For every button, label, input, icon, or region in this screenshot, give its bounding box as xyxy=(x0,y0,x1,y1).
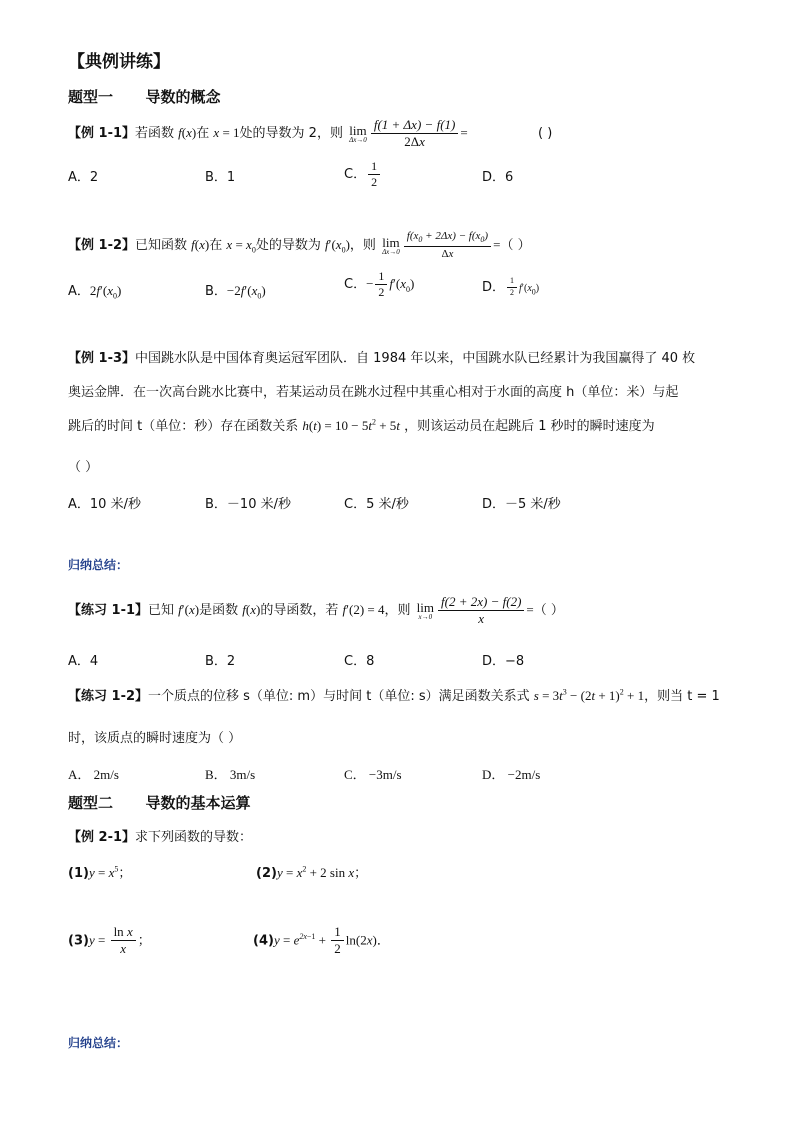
practice-1-2-text-b: ，则当 t = 1 xyxy=(644,689,720,704)
section-2-title: 导数的基本运算 xyxy=(145,794,251,812)
example-1-1-question: 【例 1-1】若函数 f(x)在 x = 1处的导数为 2，则 lim Δx→0 $\frac{f(1 + \Delta x) - f(1)}{2\Delta x}$ = xyxy=(68,116,468,149)
example-1-3-option-b: B．－10 米/秒 xyxy=(205,497,291,512)
example-1-2-option-c-label: C． xyxy=(344,277,367,293)
example-1-2-text-d: ，则 xyxy=(349,238,376,253)
example-1-3-option-c: C．5 米/秒 xyxy=(344,497,409,512)
example-2-1-text: 求下列函数的导数： xyxy=(135,830,253,845)
example-1-2-answer-blank: （ ） xyxy=(500,238,531,253)
example-1-3-text-3a: 跳后的时间 t（单位：秒）存在函数关系 xyxy=(68,419,299,434)
example-1-1-answer-blank: ( ) xyxy=(538,126,553,141)
example-2-1-item-2: $(2)y = x^2 + 2$ sin x； xyxy=(256,864,368,881)
example-1-2-text-b: 在 xyxy=(209,238,223,253)
example-2-1-label: 【例 2-1】 xyxy=(68,830,136,845)
example-1-1-text-c: 处的导数为 2，则 xyxy=(239,126,343,141)
example-1-2-limit: lim Δx→0 xyxy=(382,234,400,256)
practice-1-1-text-b: 是函数 xyxy=(199,603,239,618)
page-title: 【典例讲练】 xyxy=(68,52,170,72)
example-1-2-option-a: A．$2f'(x_0)$ xyxy=(68,283,122,301)
example-1-2-option-b: B．$-2f'(x_0)$ xyxy=(205,283,266,301)
practice-1-1-option-c: C．8 xyxy=(344,654,375,669)
section-2-number: 题型二 xyxy=(68,794,114,812)
example-1-3-line-2: 奥运金牌．在一次高台跳水比赛中，若某运动员在跳水过程中其重心相对于水面的高度 h（单位：米）与起 xyxy=(68,385,679,400)
practice-1-2-label: 【练习 1-2】 xyxy=(68,689,149,704)
practice-1-1-text-d: ，则 xyxy=(384,603,411,618)
practice-1-1-answer-blank: （ ） xyxy=(533,603,564,618)
example-1-3-option-a: A．10 米/秒 xyxy=(68,497,141,512)
practice-1-1-option-d: D．−8 xyxy=(482,654,525,669)
example-1-1-limit: lim Δx→0 xyxy=(349,122,367,144)
practice-1-1-fraction: $\frac{f(2 + 2x) - f(2)}{x}$ xyxy=(438,595,524,627)
section-2-heading xyxy=(68,792,251,813)
example-1-2-label: 【例 1-2】 xyxy=(68,238,136,253)
practice-1-1-text-c: 的导函数，若 xyxy=(260,603,339,618)
example-1-2-option-a-label: A． xyxy=(68,284,90,299)
practice-1-1-option-a: A．4 xyxy=(68,654,99,669)
practice-1-1-question: 【练习 1-1】已知 f′(x)是函数 f(x)的导函数，若 f′(2) = 4，则 lim x→0 $\frac{f(2 + 2x) - f(2)}{x}$ =（ ） xyxy=(68,593,564,626)
example-1-1-option-a: A．2 xyxy=(68,170,99,185)
section-1-heading xyxy=(68,86,221,107)
example-1-3-text-1: 中国跳水队是中国体育奥运冠军团队．自 1984 年以来，中国跳水队已经累计为我国赢得了 40 枚 xyxy=(135,351,696,366)
section-1-title: 导数的概念 xyxy=(145,88,221,106)
example-2-1-item-1: $(1)y = x^5$； xyxy=(68,864,132,881)
practice-1-2-text-a: 一个质点的位移 s（单位: m）与时间 t（单位: s）满足函数关系式 xyxy=(148,689,530,704)
practice-1-1-text-a: 已知 xyxy=(148,603,175,618)
example-1-3-text-3b: ，则该运动员在起跳后 1 秒时的瞬时速度为 xyxy=(404,419,655,434)
practice-1-2-option-c: C． −3m/s xyxy=(344,767,402,782)
example-1-1-option-d: D．6 xyxy=(482,170,514,185)
practice-1-2-line-1: 【练习 1-2】一个质点的位移 s（单位: m）与时间 t（单位: s）满足函数关系式 $s = 3t^3 - (2t + 1)^2 + 1$，则当 t = 1 xyxy=(68,687,720,704)
example-1-3-answer-blank: （ ） xyxy=(68,460,99,475)
summary-label: 归纳总结： xyxy=(68,558,129,572)
example-1-1-label: 【例 1-1】 xyxy=(68,126,136,141)
example-1-2-fraction: $\frac{f(x_0 + 2\Delta x) - f(x_0)}{\Delta x}$ xyxy=(404,230,491,260)
example-1-1-option-c: C． $\frac{1}{2}$ xyxy=(344,160,382,189)
example-1-2-option-d-label: D． xyxy=(482,280,506,295)
example-1-1-option-b: B．1 xyxy=(205,170,236,185)
example-2-1-item-1-number: (1) xyxy=(68,866,89,881)
practice-1-1-limit: lim x→0 xyxy=(416,599,434,621)
practice-1-2-option-d: D． −2m/s xyxy=(482,767,541,782)
example-1-3-label: 【例 1-3】 xyxy=(68,351,136,366)
example-1-3-option-d: D．－5 米/秒 xyxy=(482,497,561,512)
practice-1-2-option-a: A． 2m/s xyxy=(68,767,119,782)
example-1-1-option-c-label: C． xyxy=(344,167,367,183)
example-2-1-item-3: (3)y = $\frac{\text{ln x}}{x}$ ； xyxy=(68,924,151,957)
example-1-1-text-a: 若函数 xyxy=(135,126,175,141)
section-1-number: 题型一 xyxy=(68,88,114,106)
practice-1-1-option-b: B．2 xyxy=(205,654,236,669)
example-1-2-option-c: C．− $\frac{1}{2}$ $f'(x_0)$ xyxy=(344,269,415,300)
example-2-1-item-4: $(4)y = e^{2x-1}$ + $\frac{1}{2}$ ln(2x)． xyxy=(253,924,390,957)
summary-label-2: 归纳总结： xyxy=(68,1036,129,1050)
practice-1-2-option-b: B． 3m/s xyxy=(205,767,256,782)
practice-1-1-label: 【练习 1-1】 xyxy=(68,603,149,618)
example-2-1-question xyxy=(68,826,252,845)
example-1-3-line-3: 跳后的时间 t（单位：秒）存在函数关系 $h(t) = 10 - 5t^2 + 5t$ ，则该运动员在起跳后 1 秒时的瞬时速度为 xyxy=(68,417,655,434)
practice-1-2-line-2: 时，该质点的瞬时速度为（ ） xyxy=(68,731,242,746)
example-2-1-item-3-number: (3) xyxy=(68,933,89,949)
example-1-1-text-b: 在 xyxy=(196,126,210,141)
example-1-2-question: 【例 1-2】已知函数 f(x)在 $x = x_0$处的导数为 $f'(x_0)$，则 lim Δx→0 $\frac{f(x_0 + 2\Delta x) - f(x_0)}{\Delta x}$ =（ ） xyxy=(68,230,531,261)
example-1-1-fraction: $\frac{f(1 + \Delta x) - f(1)}{2\Delta x}$ xyxy=(371,118,459,150)
example-2-1-item-2-number: (2) xyxy=(256,866,277,881)
example-2-1-item-4-number: (4) xyxy=(253,933,274,949)
example-1-2-text-a: 已知函数 xyxy=(135,238,188,253)
example-1-2-option-b-label: B． xyxy=(205,284,227,299)
example-1-2-text-c: 处的导数为 xyxy=(255,238,321,253)
example-1-2-option-d: D． $\frac{1}{2}$ $f'(x_0)$ xyxy=(482,276,540,297)
example-1-3-line-1 xyxy=(68,347,695,366)
